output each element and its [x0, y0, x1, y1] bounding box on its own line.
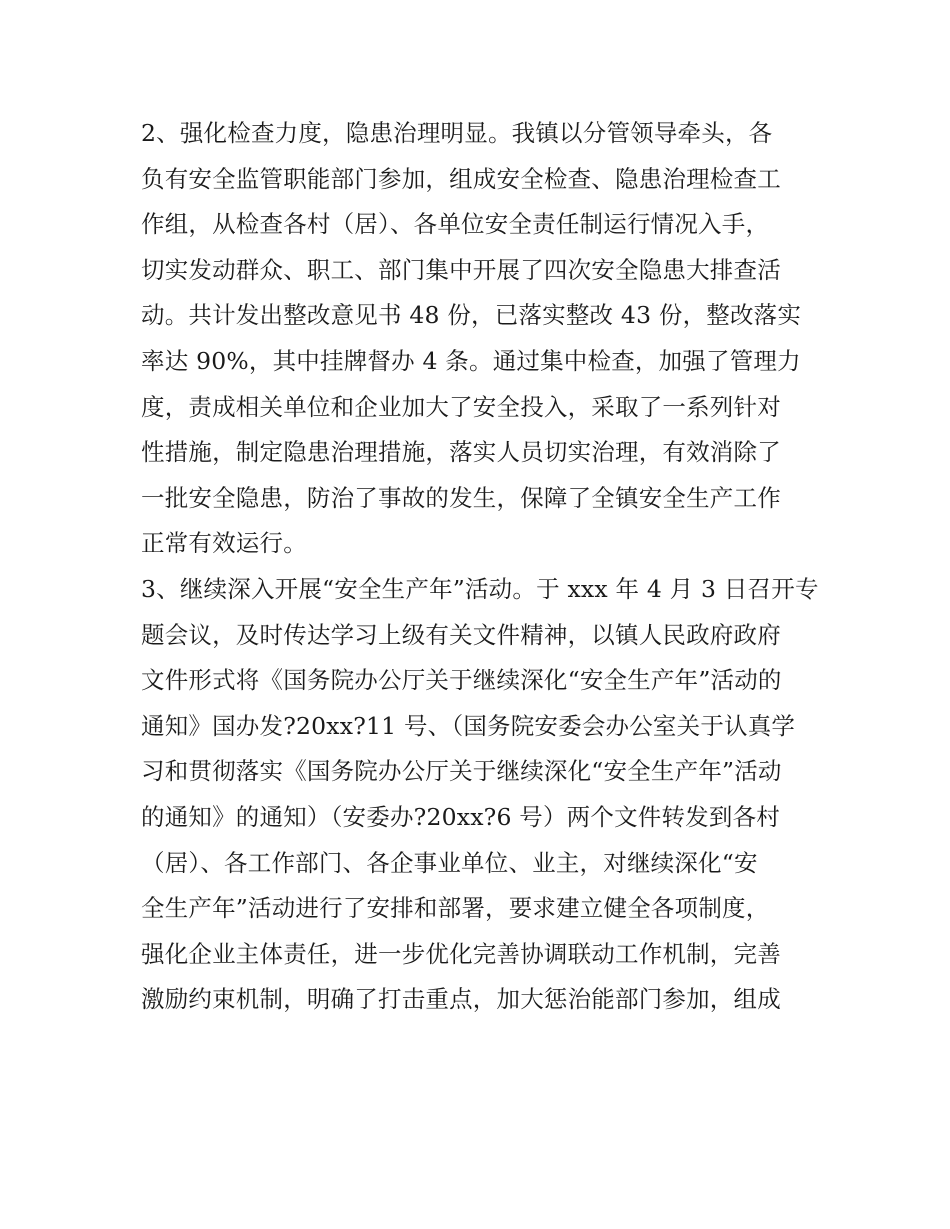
text-line: 负有安全监管职能部门参加，组成安全检查、隐患治理检查工 — [141, 164, 781, 193]
text-line: 正常有效运行。 — [141, 529, 307, 558]
text-line: 一批安全隐患，防治了事故的发生，保障了全镇安全生产工作 — [141, 483, 781, 512]
text-line: 性措施，制定隐患治理措施，落实人员切实治理，有效消除了 — [141, 438, 781, 467]
text-line: （居）、各工作部门、各企事业单位、业主，对继续深化“安 — [141, 848, 758, 877]
text-line: 全生产年”活动进行了安排和部署，要求建立健全各项制度， — [141, 894, 770, 923]
text-line: 切实发动群众、职工、部门集中开展了四次安全隐患大排查活 — [141, 255, 781, 284]
text-line: 动。共计发出整改意见书 48 份，已落实整改 43 份，整改落实 — [141, 301, 802, 330]
text-line: 习和贯彻落实《国务院办公厅关于继续深化“安全生产年”活动 — [141, 757, 782, 786]
text-line: 激励约束机制，明确了打击重点，加大惩治能部门参加，组成 — [141, 985, 781, 1014]
text-line: 作组，从检查各村（居）、各单位安全责任制运行情况入手， — [141, 210, 770, 239]
text-line: 强化企业主体责任，进一步优化完善协调联动工作机制，完善 — [141, 939, 781, 968]
text-line: 文件形式将《国务院办公厅关于继续深化“安全生产年”活动的 — [141, 666, 782, 695]
text-line: 的通知》的通知）（安委办?20xx?6 号）两个文件转发到各村 — [141, 802, 780, 831]
text-line: 题会议，及时传达学习上级有关文件精神，以镇人民政府政府 — [141, 620, 781, 649]
text-line: 3、继续深入开展“安全生产年”活动。于 xxx 年 4 月 3 日召开专 — [141, 574, 819, 603]
text-line: 2、强化检查力度，隐患治理明显。我镇以分管领导牵头，各 — [141, 119, 773, 147]
text-line: 度，责成相关单位和企业加大了安全投入，采取了一系列针对 — [141, 392, 781, 421]
body-text — [141, 111, 821, 1023]
text-line: 通知》国办发?20xx?11 号、（国务院安委会办公室关于认真学 — [141, 711, 796, 740]
text-line: 率达 90%，其中挂牌督办 4 条。通过集中检查，加强了管理力 — [141, 346, 801, 375]
